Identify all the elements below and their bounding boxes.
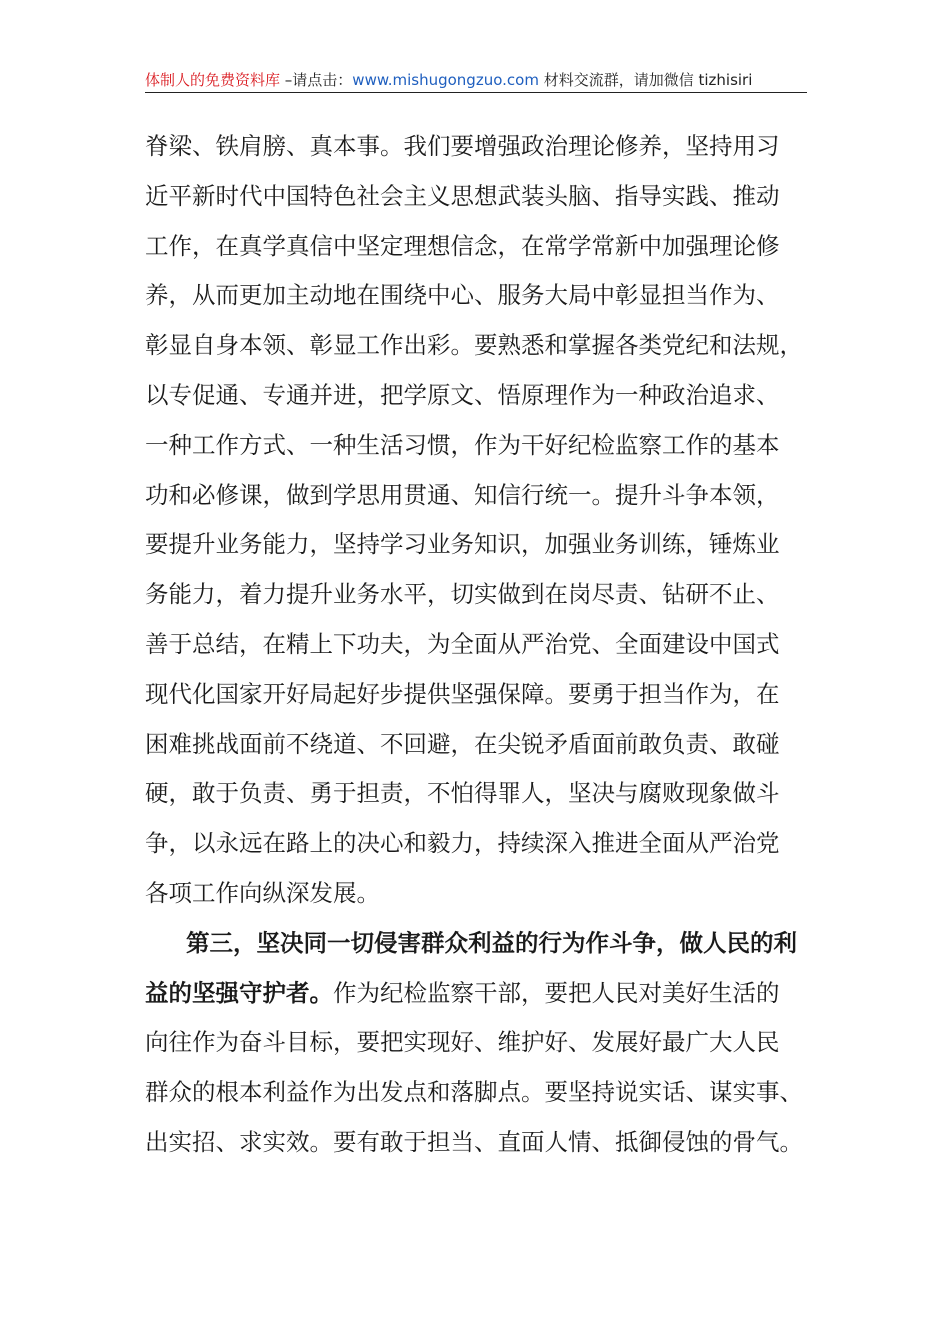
body-line: 近平新时代中国特色社会主义思想武装头脑、指导实践、推动	[145, 181, 780, 210]
body-line: 向往作为奋斗目标，要把实现好、维护好、发展好最广大人民	[145, 1028, 780, 1057]
header-separator: –请点击：	[280, 71, 353, 89]
section-heading: 第三，坚决同一切侵害群众利益的行为作斗争，做人民的利	[186, 928, 797, 957]
body-line: 硬，敢于负责、勇于担责，不怕得罪人，坚决与腐败现象做斗	[145, 779, 780, 808]
body-line: 工作，在真学真信中坚定理想信念，在常学常新中加强理论修	[145, 231, 780, 260]
body-line: 以专促通、专通并进，把学原文、悟原理作为一种政治追求、	[145, 380, 780, 409]
body-line: 困难挑战面前不绕道、不回避，在尖锐矛盾面前敢负责、敢碰	[145, 729, 780, 758]
body-line: 功和必修课，做到学思用贯通、知信行统一。提升斗争本领，	[145, 480, 780, 509]
document-body	[145, 122, 807, 1168]
body-line: 争，以永远在路上的决心和毅力，持续深入推进全面从严治党	[145, 829, 780, 858]
page-header	[145, 68, 807, 93]
body-line: 一种工作方式、一种生活习惯，作为干好纪检监察工作的基本	[145, 430, 780, 459]
section-heading-end: 益的坚强守护者。	[145, 978, 333, 1007]
header-tail: 材料交流群，请加微信 tizhisiri	[538, 71, 753, 89]
body-line: 彰显自身本领、彰显工作出彩。要熟悉和掌握各类党纪和法规，	[145, 331, 803, 360]
body-line: 务能力，着力提升业务水平，切实做到在岗尽责、钻研不止、	[145, 580, 780, 609]
body-line: 要提升业务能力，坚持学习业务知识，加强业务训练，锤炼业	[145, 530, 780, 559]
header-brand: 体制人的免费资料库	[145, 71, 281, 89]
header-url-link[interactable]: www.mishugongzuo.com	[352, 71, 539, 89]
body-line: 出实招、求实效。要有敢于担当、直面人情、抵御侵蚀的骨气。	[145, 1127, 803, 1156]
body-line: 脊梁、铁肩膀、真本事。我们要增强政治理论修养，坚持用习	[145, 132, 780, 160]
body-line: 养，从而更加主动地在围绕中心、服务大局中彰显担当作为、	[145, 281, 780, 310]
body-line: 现代化国家开好局起好步提供坚强保障。要勇于担当作为，在	[145, 679, 780, 708]
section-text: 作为纪检监察干部，要把人民对美好生活的	[333, 978, 780, 1007]
body-line: 群众的根本利益作为出发点和落脚点。要坚持说实话、谋实事、	[145, 1078, 803, 1107]
body-line: 各项工作向纵深发展。	[145, 878, 380, 907]
body-line: 善于总结，在精上下功夫，为全面从严治党、全面建设中国式	[145, 629, 780, 658]
section-heading-continuation	[145, 969, 807, 1019]
